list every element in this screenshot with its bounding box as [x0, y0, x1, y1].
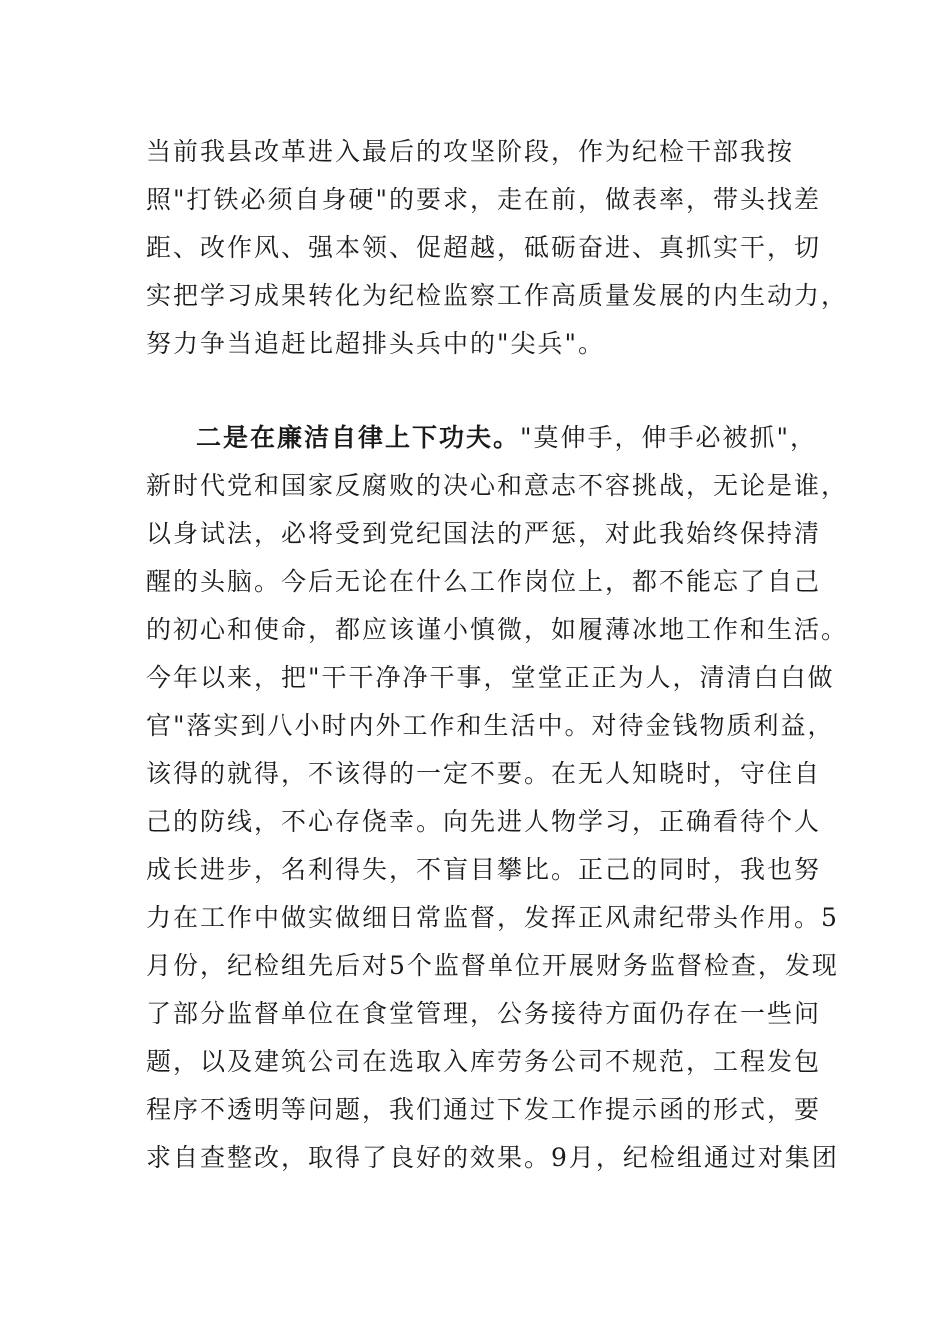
text-line: 官"落实到八小时内外工作和生活中。对待金钱物质利益， [146, 711, 835, 740]
text-line: 照"打铁必须自身硬"的要求，走在前，做表率，带头找差 [146, 185, 822, 214]
paragraph-2 [146, 414, 849, 1182]
text-line: 实把学习成果转化为纪检监察工作高质量发展的内生动力， [146, 281, 849, 310]
text-line: 程序不透明等问题，我们通过下发工作提示函的形式，要 [146, 1095, 822, 1124]
text-line: 的初心和使命，都应该谨小慎微，如履薄冰地工作和生活。 [146, 615, 849, 644]
paragraph-first-line [146, 414, 816, 462]
text-line: 当前我县改革进入最后的攻坚阶段，作为纪检干部我按 [146, 137, 795, 166]
text-line: 成长进步，名利得失，不盲目攀比。正己的同时，我也努 [146, 855, 822, 884]
text-line: 己的防线，不心存侥幸。向先进人物学习，正确看待个人 [146, 807, 822, 836]
paragraph-first-line-text: "莫伸手，伸手必被抓"， [520, 423, 818, 452]
text-line: 醒的头脑。今后无论在什么工作岗位上，都不能忘了自己 [146, 567, 822, 596]
text-line: 努力争当追赶比超排头兵中的"尖兵"。 [146, 329, 605, 358]
text-line: 求自查整改，取得了良好的效果。9月，纪检组通过对集团 [146, 1143, 839, 1172]
paragraph-lead-heading: 二是在廉洁自律上下功夫。 [196, 423, 521, 452]
text-line: 距、改作风、强本领、促超越，砥砺奋进、真抓实干，切 [146, 233, 822, 262]
text-line: 新时代党和国家反腐败的决心和意志不容挑战，无论是谁， [146, 471, 849, 500]
paragraph-1 [146, 128, 849, 368]
text-line: 力在工作中做实做细日常监督，发挥正风肃纪带头作用。5 [146, 903, 839, 932]
text-line: 今年以来，把"干干净净干事，堂堂正正为人，清清白白做 [146, 663, 835, 692]
text-line: 该得的就得，不该得的一定不要。在无人知晓时，守住自 [146, 759, 822, 788]
text-line: 以身试法，必将受到党纪国法的严惩，对此我始终保持清 [146, 519, 822, 548]
text-line: 月份，纪检组先后对5个监督单位开展财务监督检查，发现 [146, 951, 839, 980]
text-line: 了部分监督单位在食堂管理，公务接待方面仍存在一些问 [146, 999, 822, 1028]
text-line: 题，以及建筑公司在选取入库劳务公司不规范，工程发包 [146, 1047, 822, 1076]
